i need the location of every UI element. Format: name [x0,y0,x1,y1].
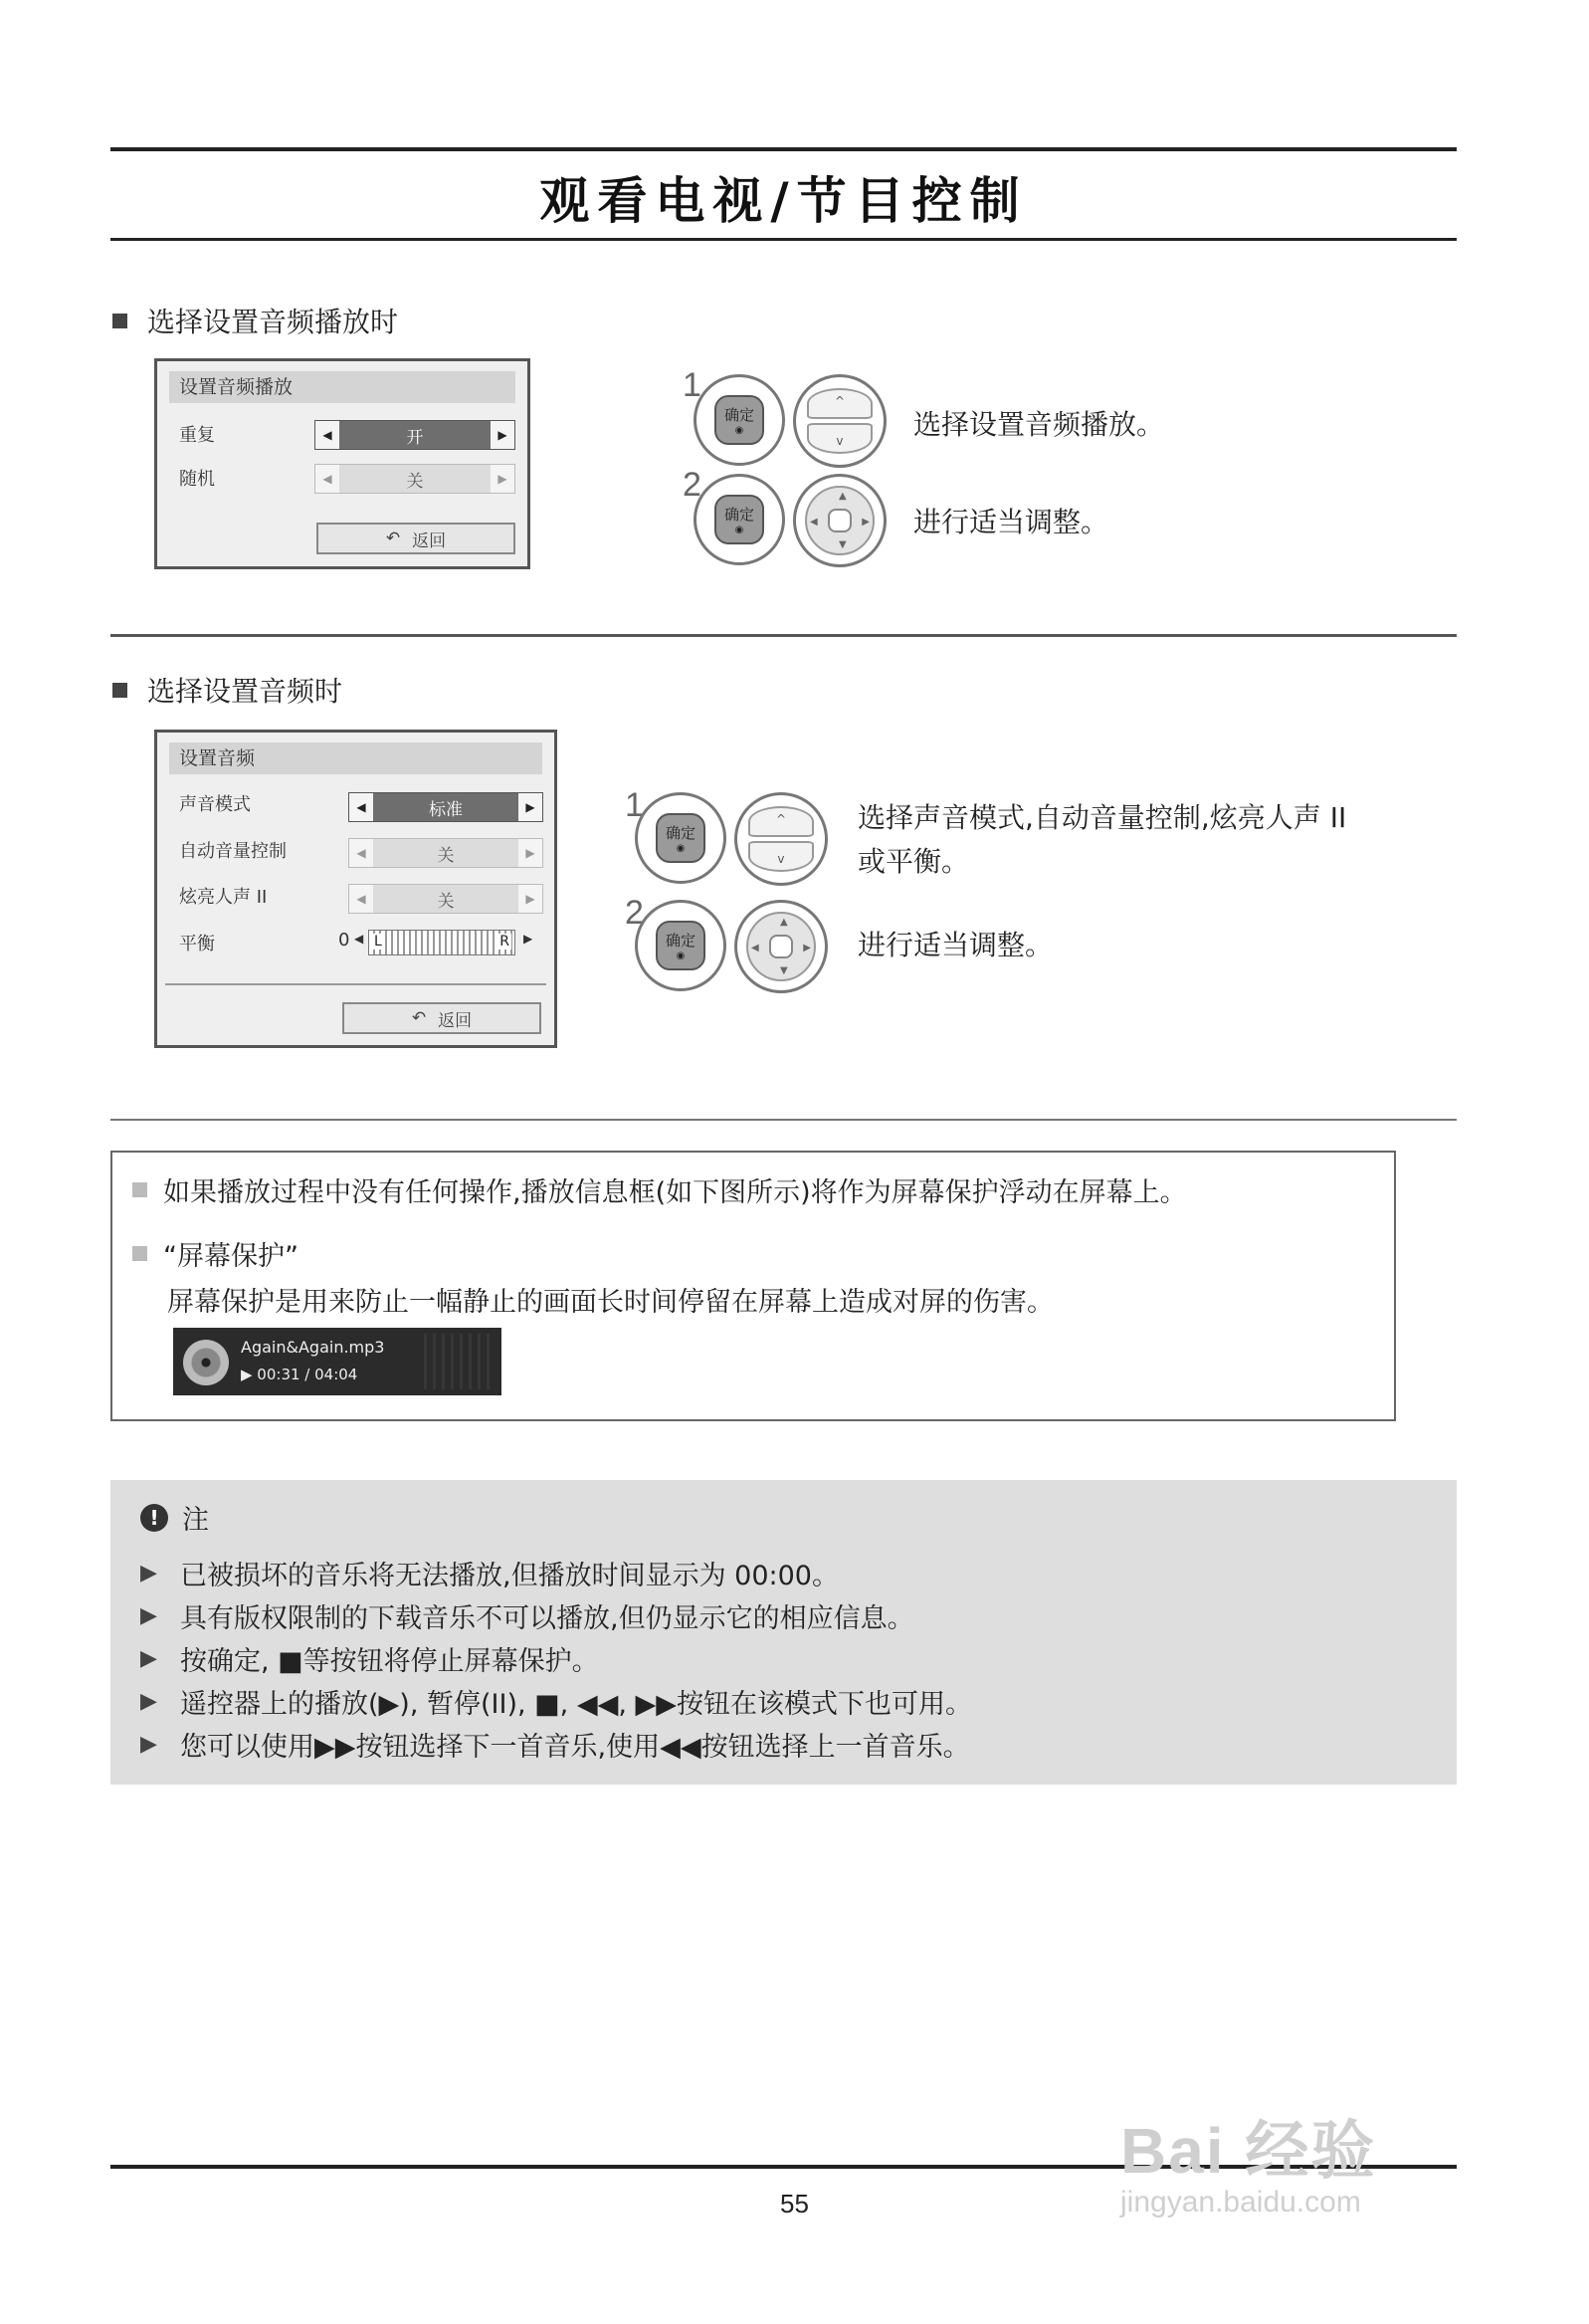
note-item: ▶ 具有版权限制的下载音乐不可以播放,但仍显示它的相应信息。 [140,1603,914,1634]
note-item: ▶ 按确定, ■等按钮将停止屏幕保护。 [140,1646,599,1677]
triangle-bullet-icon: ▶ [140,1646,157,1671]
step-1-text-line2: 或平衡。 [858,845,970,878]
step-number: 1 [683,366,701,404]
sound-mode-selector[interactable] [348,792,543,822]
return-icon: ↶ [385,528,401,548]
music-disc-icon [183,1340,229,1385]
square-bullet-icon [132,1246,147,1261]
menu-label-repeat: 重复 [179,425,215,446]
up-icon: ^ [775,811,787,826]
ok-button-illustration: 确定 ◉ [635,792,726,884]
menu-label-clear-voice: 炫亮人声 II [179,887,268,908]
left-arrow-icon[interactable]: ◀ [349,839,373,867]
return-button[interactable]: ↶ 返回 [342,1002,541,1034]
playback-time: ▶ 00:31 / 04:04 [241,1366,358,1383]
ok-button-illustration: 确定 ◉ [694,474,785,565]
title-top-rule [110,147,1457,151]
info-line-1: 如果播放过程中没有任何操作,播放信息框(如下图所示)将作为屏幕保护浮动在屏幕上。 [132,1170,1187,1209]
left-arrow-icon[interactable]: ◀ [315,421,339,449]
right-arrow-icon[interactable]: ▶ [491,421,514,449]
menu-separator [165,983,546,985]
screensaver-info-box [110,1151,1396,1421]
section-divider [110,634,1457,637]
step-number: 2 [683,466,701,504]
left-arrow-icon[interactable]: ◀ [315,465,339,493]
auto-volume-selector[interactable] [348,838,543,868]
left-arrow-icon[interactable]: ◀ [349,793,373,821]
return-button[interactable]: ↶ 返回 [316,523,515,554]
nav-up-icon: ▲ [839,491,847,502]
note-item: ▶ 遥控器上的播放(▶), 暂停(II), ■, ◀◀, ▶▶按钮在该模式下也可用。 [140,1689,973,1720]
page-title: 观看电视/节目控制 [539,172,1028,230]
info-line-2: “屏幕保护” [132,1234,298,1273]
step-1-text-line1: 选择声音模式,自动音量控制,炫亮人声 II [858,801,1347,834]
clear-voice-selector[interactable] [348,884,543,914]
balance-right-arrow-icon[interactable]: ▶ [523,932,533,946]
triangle-bullet-icon: ▶ [140,1561,157,1585]
ok-dot-icon: ◉ [676,843,686,854]
up-down-button-illustration [734,792,828,886]
balance-slider[interactable]: L R [368,930,515,955]
equalizer-pattern [424,1334,494,1389]
up-down-button-illustration [793,374,887,468]
nav-up-icon: ▲ [780,917,788,928]
ok-dot-icon: ◉ [676,951,686,961]
right-arrow-icon[interactable]: ▶ [491,465,514,493]
navigation-pad-illustration [734,900,828,993]
section2-heading [112,670,342,710]
ok-dot-icon: ◉ [734,525,744,535]
center-ok-icon [828,509,853,533]
menu-label-sound-mode: 声音模式 [179,794,251,815]
menu-label-balance: 平衡 [179,934,215,954]
title-bottom-rule [110,238,1457,241]
section1-heading [112,301,398,340]
right-arrow-icon[interactable]: ▶ [518,839,542,867]
playback-info-box [173,1328,501,1395]
section1-heading-text: 选择设置音频播放时 [147,306,399,338]
ok-dot-icon: ◉ [734,425,744,436]
note-item: ▶ 您可以使用▶▶按钮选择下一首音乐,使用◀◀按钮选择上一首音乐。 [140,1732,970,1763]
nav-left-icon: ◀ [751,943,759,953]
repeat-selector[interactable] [314,420,515,450]
nav-down-icon: ▼ [839,539,847,550]
balance-left-arrow-icon[interactable]: ◀ [354,932,364,946]
balance-value: 0 [338,930,350,951]
down-icon: v [777,852,785,867]
menu-label-auto-volume: 自动音量控制 [179,841,287,862]
repeat-value: 开 [406,427,424,448]
note-item: ▶ 已被损坏的音乐将无法播放,但播放时间显示为 00:00。 [140,1561,839,1591]
square-bullet-icon [112,683,127,698]
auto-volume-value: 关 [437,845,455,866]
step-number: 1 [625,786,644,824]
warning-icon: ! [140,1504,168,1532]
triangle-bullet-icon: ▶ [140,1603,157,1628]
step-2-text: 进行适当调整。 [858,929,1054,961]
up-icon: ^ [834,393,846,408]
down-icon: v [836,434,844,449]
triangle-bullet-icon: ▶ [140,1689,157,1714]
nav-right-icon: ▶ [862,517,870,528]
nav-left-icon: ◀ [810,517,818,528]
return-icon: ↶ [411,1008,427,1028]
step-2-text: 进行适当调整。 [913,506,1109,538]
ok-button-illustration: 确定 ◉ [635,900,726,991]
menu-header: 设置音频 [169,742,542,774]
baidu-watermark [1120,2100,1376,2219]
track-name: Again&Again.mp3 [241,1338,385,1357]
note-title: ! 注 [140,1498,209,1537]
square-bullet-icon [112,314,127,328]
clear-voice-value: 关 [437,891,455,912]
nav-right-icon: ▶ [803,943,811,953]
audio-settings-menu [154,730,557,1048]
step-1-text: 选择设置音频播放。 [913,408,1165,441]
menu-label-shuffle: 随机 [179,469,215,490]
note-box [110,1480,1457,1785]
left-arrow-icon[interactable]: ◀ [349,885,373,913]
nav-down-icon: ▼ [780,965,788,976]
menu-header: 设置音频播放 [169,371,515,403]
watermark-brand: Bai 经验 [1120,2115,1377,2187]
ok-button-illustration: 确定 ◉ [694,374,785,466]
shuffle-selector[interactable] [314,464,515,494]
section-divider [110,1119,1457,1121]
page-number: 55 [780,2189,809,2218]
square-bullet-icon [132,1182,147,1197]
step-number: 2 [625,894,644,932]
right-arrow-icon[interactable]: ▶ [518,793,542,821]
shuffle-value: 关 [406,471,424,492]
navigation-pad-illustration [793,474,887,567]
right-arrow-icon[interactable]: ▶ [518,885,542,913]
triangle-bullet-icon: ▶ [140,1732,157,1757]
center-ok-icon [769,935,794,959]
section2-heading-text: 选择设置音频时 [147,675,343,708]
audio-playback-menu [154,358,530,569]
info-line-3: 屏幕保护是用来防止一幅静止的画面长时间停留在屏幕上造成对屏的伤害。 [167,1287,1054,1318]
watermark-url: jingyan.baidu.com [1120,2186,1361,2218]
sound-mode-value: 标准 [429,799,463,820]
